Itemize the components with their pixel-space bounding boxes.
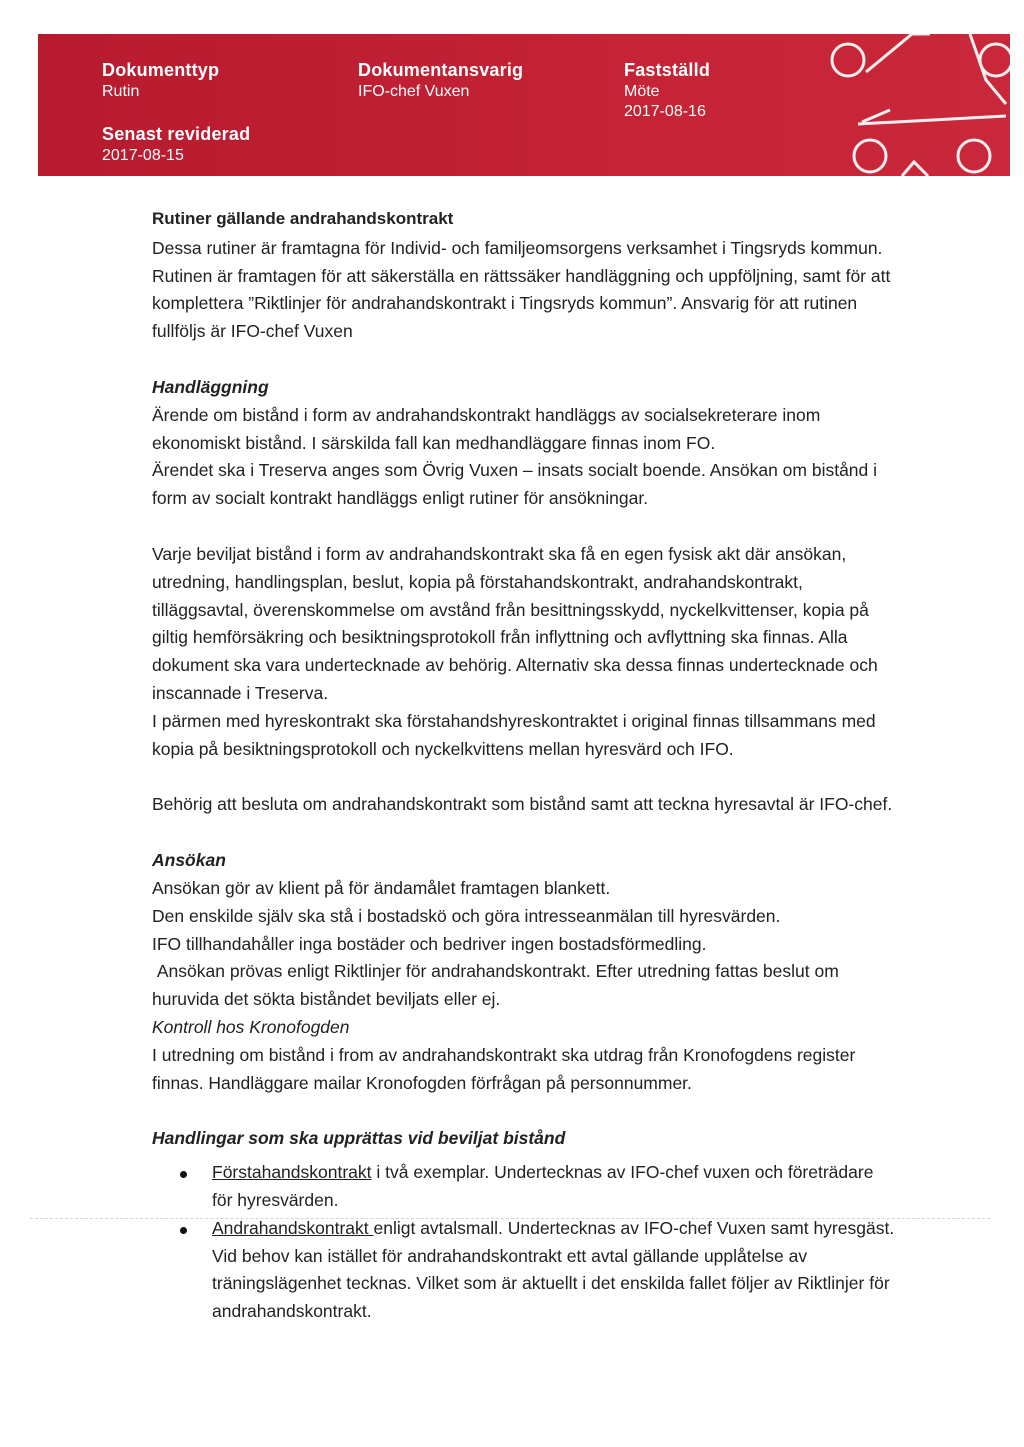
paragraph: Varje beviljat bistånd i form av andrahandskontrakt ska få en egen fysisk akt där ansökan, utredning, handlingsplan, beslut, kopia på förstahandskontrakt, andrahandskontrakt, tilläggsavtal, överenskommelse om avstånd från besittningsskydd, nyckelkvittenser, kopia på giltig hemförsäkring och besiktningsprotokoll från inflyttning och avflyttning ska finnas. Alla dokument ska vara undertecknade av behörig. Alternativ ska dessa finnas undertecknade och inscannade i Treserva. — [152, 543, 878, 703]
list-item — [152, 1159, 897, 1215]
section-heading-ansokan: Ansökan — [152, 850, 226, 871]
list-item-text: i två exemplar. Undertecknas av IFO-chef vuxen och företrädare för hyresvärden. — [212, 1162, 874, 1210]
paragraph: I utredning om bistånd i from av andrahandskontrakt ska utdrag från Kronofogdens register finnas. Handläggare mailar Kronofogden förfrågan på personnummer. — [152, 1044, 856, 1093]
owner-block — [358, 60, 523, 101]
paragraph: IFO tillhandahåller inga bostäder och bedriver ingen bostadsförmedling. — [152, 933, 707, 954]
document-title: Rutiner gällande andrahandskontrakt — [152, 209, 454, 228]
list-item-text: enligt avtalsmall. Undertecknas av IFO-chef Vuxen samt hyresgäst. Vid behov kan istället för andrahandskontrakt ett avtal gällande upplåtelse av träningslägenhet tecknas. Vilket som är aktuellt i det enskilda fallet följer av Riktlinjer för andrahandskontrakt. — [212, 1217, 895, 1322]
approved-label: Fastställd — [624, 60, 711, 80]
intro-paragraph: Dessa rutiner är framtagna för Individ- och familjeomsorgens verksamhet i Tingsryds kommun. Rutinen är framtagen för att säkerställa en rättssäker handläggning och uppföljning, samt för att komplettera ”Riktlinjer för andrahandskontrakt i Tingsryds kommun”. Ansvarig för att rutinen fullföljs är IFO-chef Vuxen — [152, 237, 891, 342]
section-heading-handlaggning: Handläggning — [152, 376, 269, 397]
revised-label: Senast reviderad — [102, 124, 251, 144]
paragraph: Ärendet ska i Treserva anges som Övrig Vuxen – insats socialt boende. Ansökan om bistånd i form av socialt kontrakt handläggs enligt rutiner för ansökningar. — [152, 460, 878, 509]
document-body — [152, 205, 897, 1326]
bullet-icon — [180, 1171, 187, 1178]
owner-label: Dokumentansvarig — [358, 60, 524, 80]
doc-type-block — [102, 60, 219, 101]
approved-value: Möte — [624, 83, 660, 100]
paragraph: I pärmen med hyreskontrakt ska förstahandshyreskontraktet i original finnas tillsammans med kopia på besiktningsprotokoll och nyckelkvittens mellan hyresvärd och IFO. — [152, 710, 876, 759]
list-item-term: Förstahandskontrakt — [212, 1162, 372, 1183]
paragraph: Behörig att besluta om andrahandskontrakt som bistånd samt att teckna hyresavtal är IFO-chef. — [152, 794, 893, 815]
list-item — [152, 1215, 897, 1326]
paragraph: Den enskilde själv ska stå i bostadskö och göra intresseanmälan till hyresvärden. — [152, 905, 781, 926]
approved-block — [624, 60, 710, 121]
doc-type-label: Dokumenttyp — [102, 60, 220, 80]
list-item-term: Andrahandskontrakt — [212, 1217, 374, 1238]
approved-date: 2017-08-16 — [624, 103, 706, 120]
paragraph: Ansökan prövas enligt Riktlinjer för andrahandskontrakt. Efter utredning fattas beslut om huruvida det sökta biståndet beviljats eller ej. — [152, 961, 844, 1010]
star-logo-icon — [810, 34, 1010, 176]
revised-block — [102, 124, 250, 165]
subheading-kronofogden: Kontroll hos Kronofogden — [152, 1016, 350, 1037]
paragraph: Ansökan gör av klient på för ändamålet framtagen blankett. — [152, 877, 611, 898]
doc-type-value: Rutin — [102, 83, 140, 100]
header-banner — [38, 34, 1010, 176]
owner-value: IFO-chef Vuxen — [358, 83, 470, 100]
paragraph: Ärende om bistånd i form av andrahandskontrakt handläggs av socialsekreterare inom ekonomiskt bistånd. I särskilda fall kan medhandläggare finnas inom FO. — [152, 404, 821, 453]
section-heading-handlingar: Handlingar som ska upprättas vid beviljat bistånd — [152, 1128, 566, 1149]
document-list — [152, 1159, 897, 1326]
revised-date: 2017-08-15 — [102, 147, 184, 164]
bullet-icon — [180, 1227, 187, 1234]
